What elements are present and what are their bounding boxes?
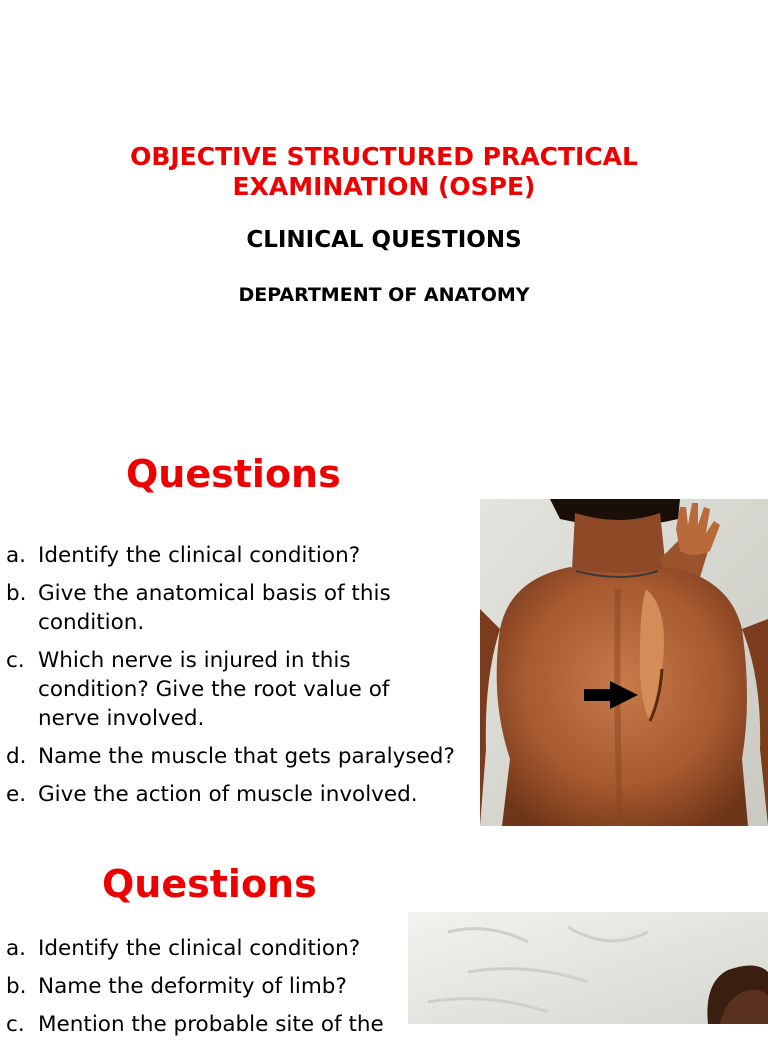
question-item <box>0 1010 400 1039</box>
question-letter: a. <box>6 543 27 568</box>
slide2-question-list <box>0 934 400 1048</box>
question-text: Identify the clinical condition? <box>38 543 361 568</box>
question-text: Give the anatomical basis of this condition. <box>38 581 391 635</box>
page-title <box>0 142 768 202</box>
limb-photo-illustration <box>408 912 768 1024</box>
title-line-1: OBJECTIVE STRUCTURED PRACTICAL <box>130 142 638 171</box>
question-text: Name the deformity of limb? <box>38 974 347 999</box>
question-text: Identify the clinical condition? <box>38 936 361 961</box>
question-item <box>0 780 470 809</box>
department-label: DEPARTMENT OF ANATOMY <box>238 284 530 306</box>
question-item <box>0 579 470 637</box>
subtitle-clinical-questions: CLINICAL QUESTIONS <box>246 227 522 253</box>
question-item <box>0 646 470 733</box>
question-item <box>0 972 400 1001</box>
title-line-2: EXAMINATION (OSPE) <box>232 172 536 201</box>
question-letter: b. <box>6 974 27 999</box>
question-letter: b. <box>6 581 27 606</box>
slide1-question-list <box>0 541 470 818</box>
question-text: Give the action of muscle involved. <box>38 782 418 807</box>
slide2-heading: Questions <box>102 862 317 906</box>
question-letter: e. <box>6 782 27 807</box>
slide1-heading: Questions <box>126 452 341 496</box>
question-item <box>0 742 470 771</box>
clinical-photo-back <box>480 499 768 826</box>
question-text: Name the muscle that gets paralysed? <box>38 744 455 769</box>
question-letter: a. <box>6 936 27 961</box>
question-letter: d. <box>6 744 27 769</box>
question-letter: c. <box>6 1012 25 1037</box>
question-text: Which nerve is injured in this condition? Give the root value of nerve involved. <box>38 648 390 731</box>
question-item <box>0 541 470 570</box>
question-text: Mention the probable site of the <box>38 1012 384 1037</box>
question-letter: c. <box>6 648 25 673</box>
back-photo-illustration <box>480 499 768 826</box>
question-item <box>0 934 400 963</box>
clinical-photo-limb <box>408 912 768 1024</box>
